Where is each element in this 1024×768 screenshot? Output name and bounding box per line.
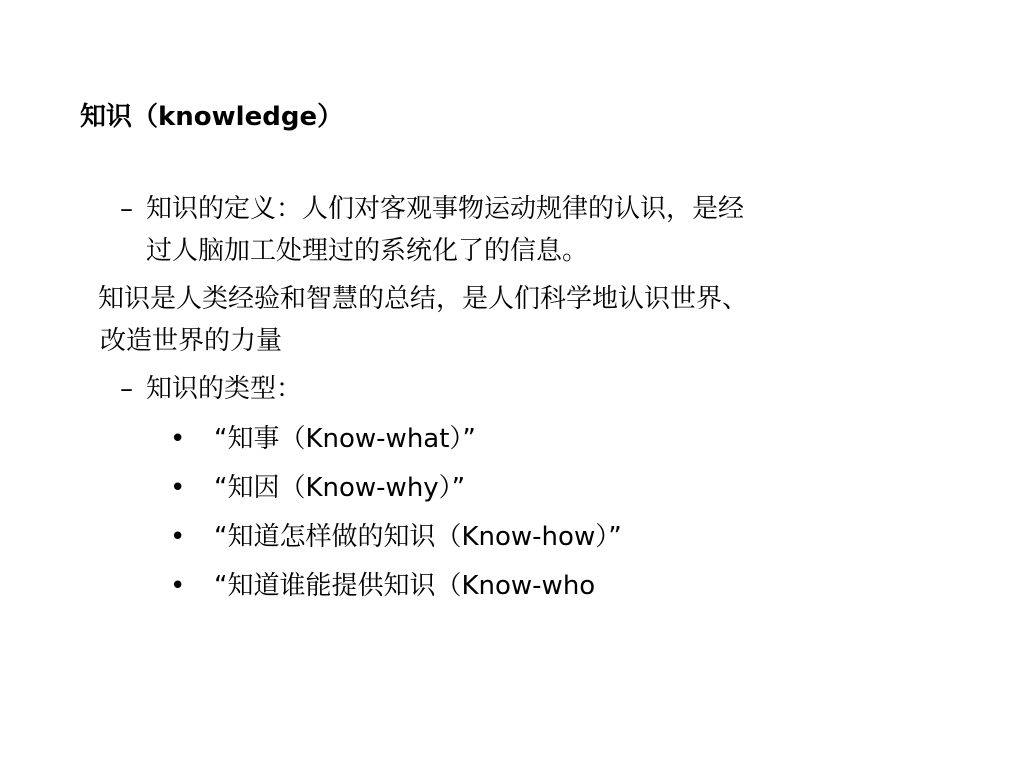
- bullet-icon: •: [170, 522, 186, 552]
- list-item: [170, 418, 476, 460]
- list-item-text: “知道谁能提供知识（Know-who: [214, 571, 596, 601]
- summary-line-1: 知识是人类经验和智慧的总结，是人们科学地认识世界、: [98, 284, 749, 314]
- types-heading: 知识的类型：: [146, 374, 303, 404]
- dash-marker: –: [120, 194, 133, 224]
- list-item-text: “知事（Know-what）”: [214, 424, 476, 454]
- slide-title: 知识（knowledge）: [80, 102, 344, 132]
- summary-line-2: 改造世界的力量: [100, 326, 283, 356]
- list-item-text: “知因（Know-why）”: [214, 473, 466, 503]
- bullet-icon: •: [170, 473, 186, 503]
- bullet-icon: •: [170, 424, 186, 454]
- list-item: [170, 565, 595, 607]
- list-item-text: “知道怎样做的知识（Know-how）”: [214, 522, 622, 552]
- list-item: [170, 467, 465, 509]
- definition-text-1: 知识的定义：人们对客观事物运动规律的认识，是经: [146, 194, 745, 224]
- definition-line-1: [120, 188, 744, 230]
- dash-marker: –: [120, 374, 133, 404]
- definition-line-2: 过人脑加工处理过的系统化了的信息。: [146, 236, 589, 266]
- types-heading-line: [120, 368, 302, 410]
- list-item: [170, 516, 622, 558]
- bullet-icon: •: [170, 571, 186, 601]
